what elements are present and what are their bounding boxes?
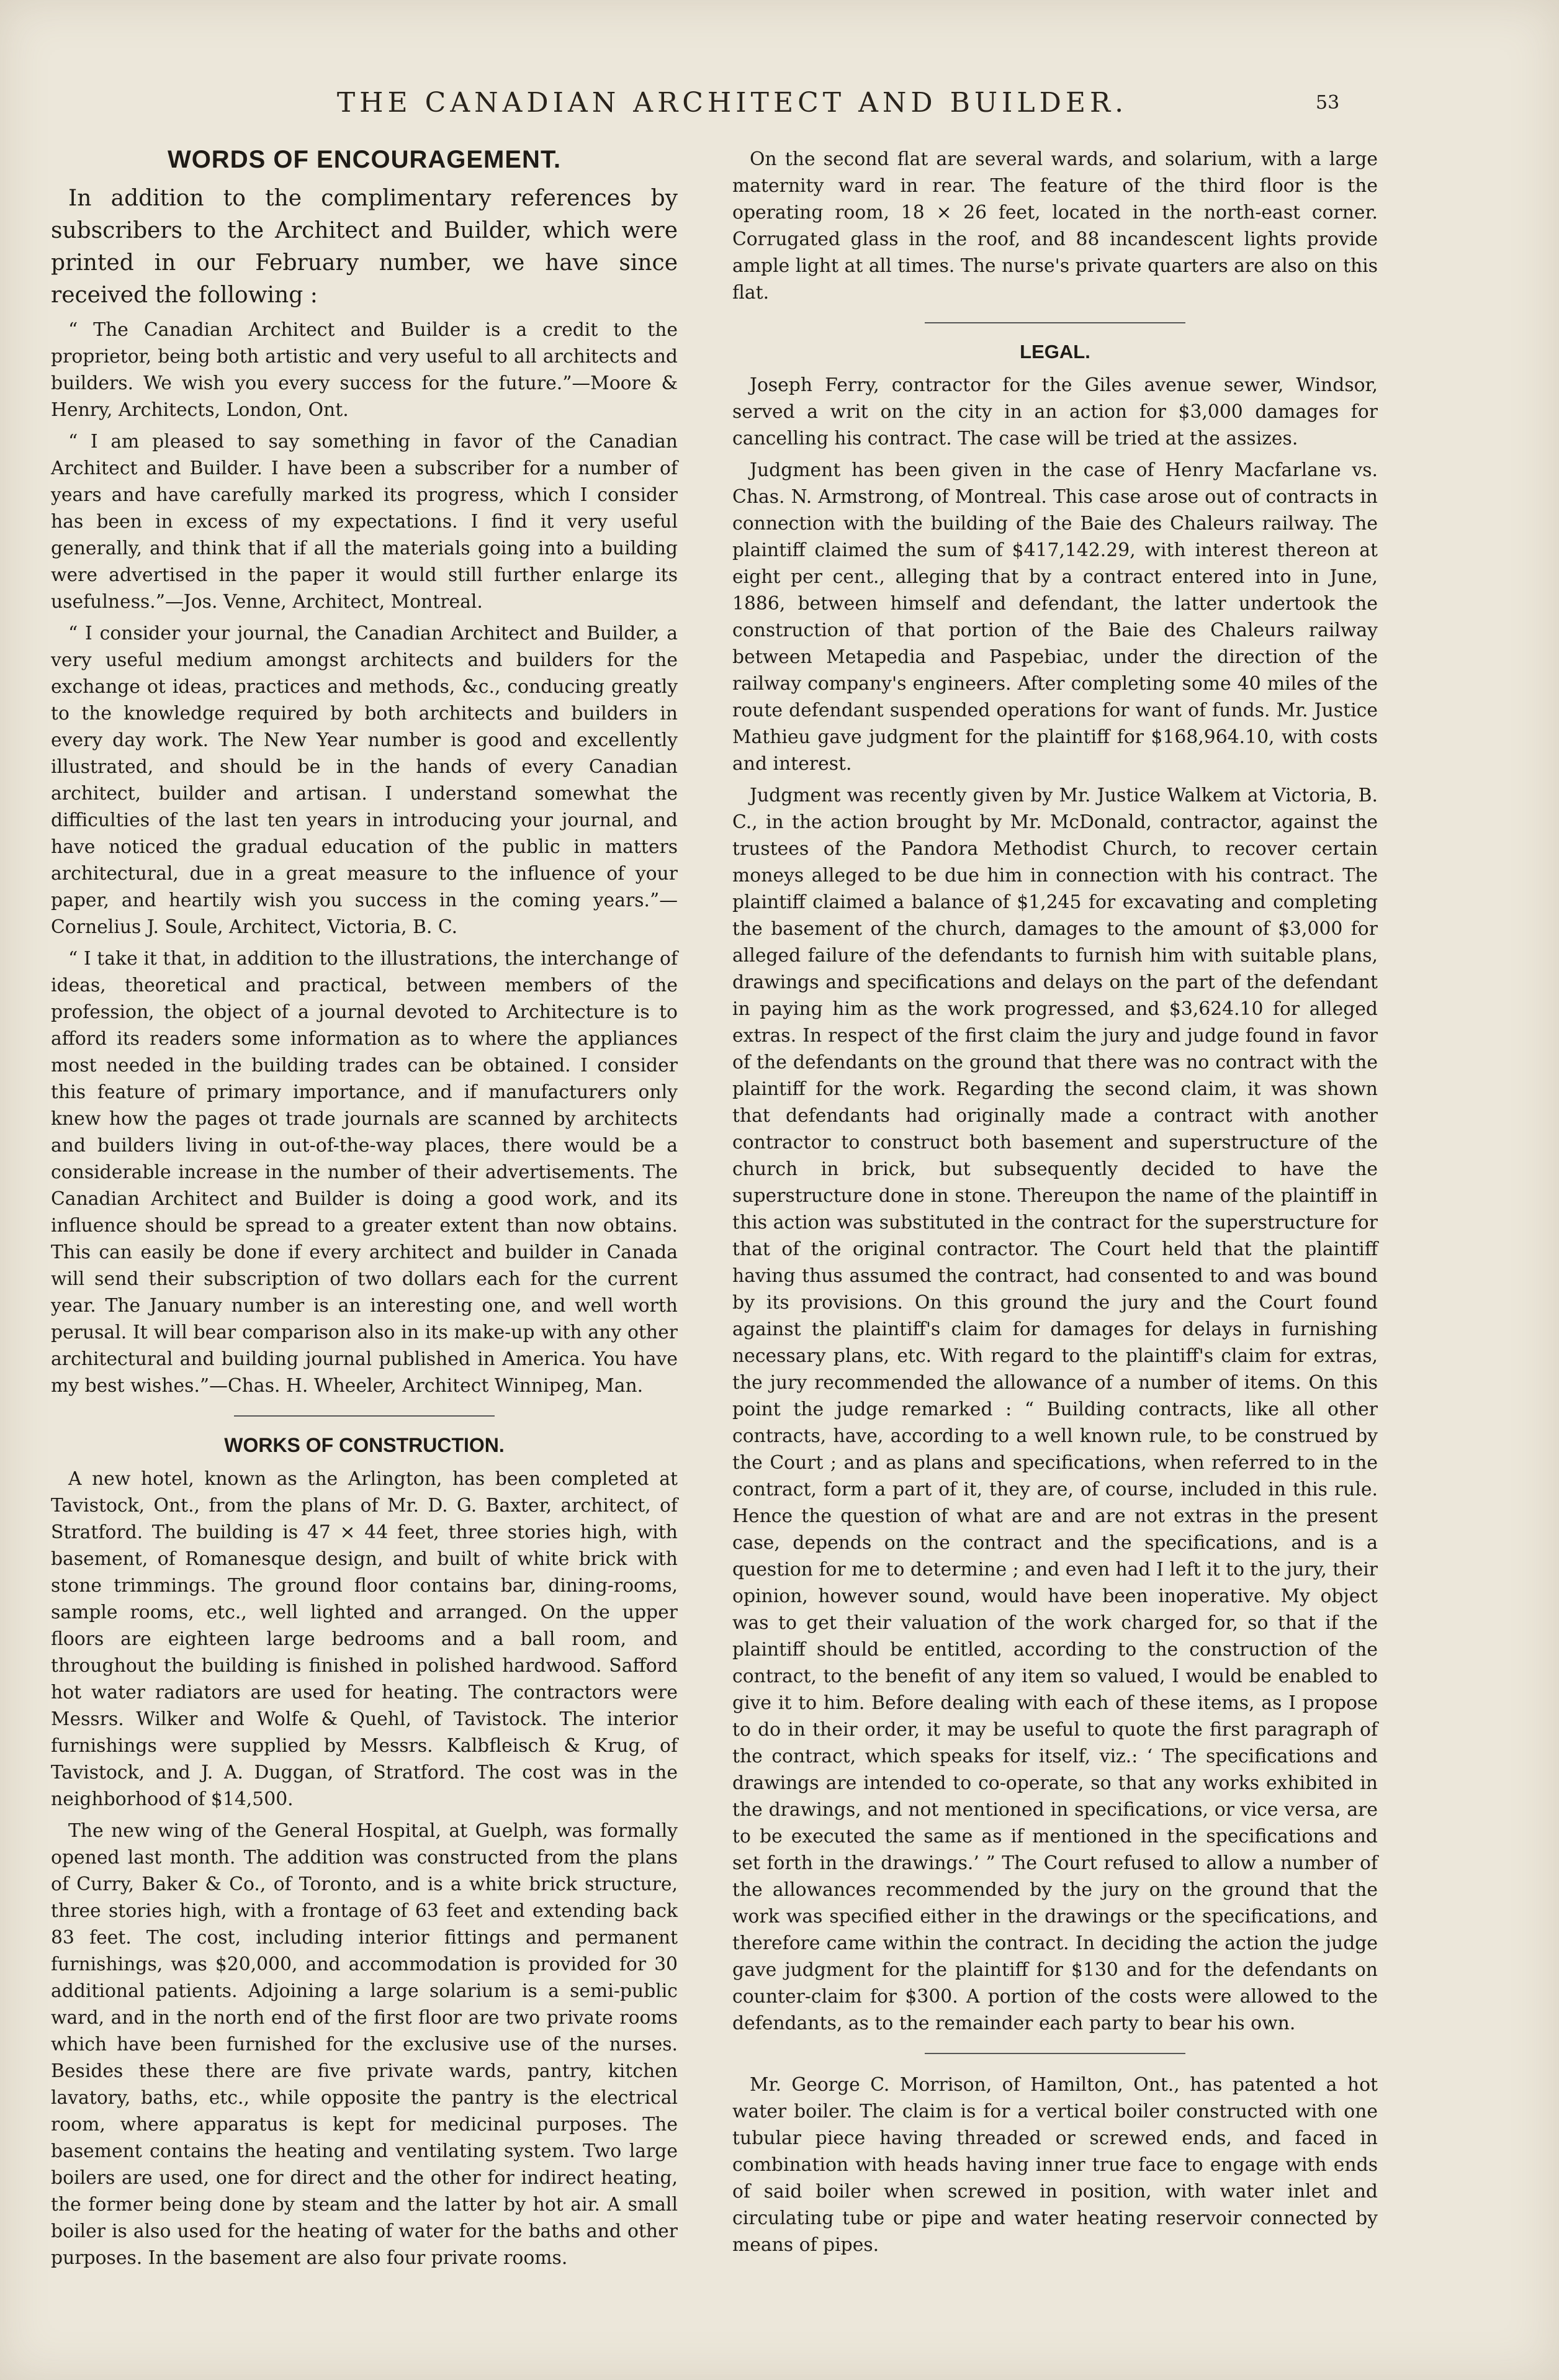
encouragement-intro: In addition to the complimentary references by subscribers to the Architect and Builder, which were printed in our February number, we have since received the following :: [51, 186, 678, 308]
construction-paragraph: A new hotel, known as the Arlington, has been completed at Tavistock, Ont., from the plans of Mr. D. G. Baxter, architect, of Stratford. The building is 47 × 44 feet, three stories high, with basement, of Romanesque design, and built of white brick with stone trimmings. The ground floor contains bar, dining-rooms, sample rooms, etc., well lighted and arranged. On the upper floors are eighteen large bedrooms and a ball room, and throughout the building is finished in polished hardwood. Safford hot water radiators are used for heating. The contractors were Messrs. Wilker and Wolfe & Quehl, of Tavistock. The interior furnishings were supplied by Messrs. Kalbfleisch & Krug, of Tavistock, and J. A. Duggan, of Stratford. The cost was in the neighborhood of $14,500.: [51, 1468, 678, 1810]
construction-paragraph: On the second flat are several wards, and solarium, with a large maternity ward in rear. The feature of the third floor is the operating room, 18 × 26 feet, located in the north-east corner. Corrugated glass in the roof, and 88 incandescent lights provide ample light at all times. The nurse's private quarters are also on this flat.: [732, 148, 1378, 304]
patent-paragraph: Mr. George C. Morrison, of Hamilton, Ont., has patented a hot water boiler. The claim is for a vertical boiler constructed with one tubular piece having threaded or screwed ends, and faced in combination with heads having inner true face to engage with ends of said boiler when screwed in position, with water inlet and circulating tube or pipe and water heating reservoir connected by means of pipes.: [732, 2074, 1378, 2256]
running-header: THE CANADIAN ARCHITECT AND BUILDER.: [336, 87, 1128, 119]
right-column: [732, 146, 1378, 2263]
page-number: 53: [1316, 92, 1340, 114]
legal-paragraph: Judgment has been given in the case of Henry Macfarlane vs. Chas. N. Armstrong, of Montreal. This case arose out of contracts in connection with the building of the Baie des Chaleurs railway. The plaintiff claimed the sum of $417,142.29, with interest thereon at eight per cent., alleging that by a contract entered into in June, 1886, between himself and defendant, the latter undertook the construction of that portion of the Baie des Chaleurs railway between Metapedia and Paspebiac, under the direction of the railway company's engineers. After completing some 40 miles of the route defendant suspended operations for want of funds. Mr. Justice Mathieu gave judgment for the plaintiff for $168,964.10, with costs and interest.: [732, 459, 1378, 775]
testimonial: “ The Canadian Architect and Builder is a credit to the proprietor, being both artistic and very useful to all architects and builders. We wish you every success for the future.”—Moore & Henry, Architects, London, Ont.: [51, 319, 678, 421]
construction-paragraph: The new wing of the General Hospital, at Guelph, was formally opened last month. The addition was constructed from the plans of Curry, Baker & Co., of Toronto, and is a white brick structure, three stories high, with a frontage of 63 feet and extending back 83 feet. The cost, including interior fittings and permanent furnishings, was $20,000, and accommodation is provided for 30 additional patients. Adjoining a large solarium is a semi-public ward, and in the north end of the first floor are two private rooms which have been furnished for the exclusive use of the nurses. Besides these there are five private wards, pantry, kitchen lavatory, baths, etc., while opposite the pantry is the electrical room, where apparatus is kept for medicinal purposes. The basement contains the heating and ventilating system. Two large boilers are used, one for direct and the other for indirect heating, the former being done by steam and the latter by hot air. A small boiler is also used for the heating of water for the baths and other purposes. In the basement are also four private rooms.: [51, 1820, 678, 2269]
section-divider: [234, 1415, 495, 1417]
legal-heading: LEGAL.: [1020, 341, 1090, 363]
section-divider: [925, 322, 1185, 323]
legal-paragraph: Joseph Ferry, contractor for the Giles avenue sewer, Windsor, served a writ on the city in an action for $3,000 damages for cancelling his contract. The case will be tried at the assizes.: [732, 374, 1378, 449]
testimonial: “ I am pleased to say something in favor of the Canadian Architect and Builder. I have been a subscriber for a number of years and have carefully marked its progress, which I consider has been in excess of my expectations. I find it very useful generally, and think that if all the materials going into a building were advertised in the paper it would still further enlarge its usefulness.”—Jos. Venne, Architect, Montreal.: [51, 431, 678, 613]
encouragement-heading: WORDS OF ENCOURAGEMENT.: [167, 146, 562, 173]
testimonial: “ I take it that, in addition to the illustrations, the interchange of ideas, theoretical and practical, between members of the profession, the object of a journal devoted to Architecture is to afford its readers some information as to where the appliances most needed in the building trades can be obtained. I consider this feature of primary importance, and if manufacturers only knew how the pages ot trade journals are scanned by architects and builders living in out-of-the-way places, there would be a considerable increase in the number of their advertisements. The Canadian Architect and Builder is doing a good work, and its influence should be spread to a greater extent than now obtains. This can easily be done if every architect and builder in Canada will send their subscription of two dollars each for the current year. The January number is an interesting one, and well worth perusal. It will bear comparison also in its make-up with any other architectural and building journal published in America. You have my best wishes.”—Chas. H. Wheeler, Architect Winnipeg, Man.: [51, 948, 678, 1397]
construction-heading: WORKS OF CONSTRUCTION.: [224, 1434, 505, 1456]
left-column: [51, 146, 678, 2276]
legal-paragraph: Judgment was recently given by Mr. Justice Walkem at Victoria, B. C., in the action brought by Mr. McDonald, contractor, against the trustees of the Pandora Methodist Church, to recover certain moneys alleged to be due him in connection with his contract. The plaintiff claimed a balance of $1,245 for excavating and completing the basement of the church, damages to the amount of $3,000 for alleged failure of the defendants to furnish him with suitable plans, drawings and specifications and delays on the part of the defendant in paying him as the work progressed, and $3,624.10 for alleged extras. In respect of the first claim the jury and judge found in favor of the defendants on the ground that there was no contract with the plaintiff for the work. Regarding the second claim, it was shown that defendants had originally made a contract with another contractor to construct both basement and superstructure of the church in brick, but subsequently decided to have the superstructure done in stone. Thereupon the name of the plaintiff in this action was substituted in the contract for the superstructure for that of the original contractor. The Court held that the plaintiff having thus assumed the contract, had consented to and was bound by its provisions. On this ground the jury and the Court found against the plaintiff's claim for damages for delays in furnishing necessary plans, etc. With regard to the plaintiff's claim for extras, the jury recommended the allowance of a number of items. On this point the judge remarked : “ Building contracts, like all other contracts, have, according to a well known rule, to be construed by the Court ; and as plans and specifications, when referred to in the contract, form a part of it, they are, of course, included in this rule. Hence the question of what are and are not extras in the present case, depends on the contract and the specifications, and is a question for me to determine ; and even had I left it to the jury, their opinion, however sound, would have been inoperative. My object was to get their valuation of the work charged for, so that if the plaintiff should be entitled, according to the construction of the contract, to the benefit of any item so valued, I would be enabled to give it to him. Before dealing with each of these items, as I propose to do in their order, it may be useful to quote the first paragraph of the contract, which speaks for itself, viz.: ‘ The specifications and drawings are intended to co-operate, so that any works exhibited in the drawings, and not mentioned in specifications, or vice versa, are to be executed the same as if mentioned in the specifications and set forth in the drawings.’ ” The Court refused to allow a number of the allowances recommended by the jury on the ground that the work was specified either in the drawings or the specifications, and therefore came within the contract. In deciding the action the judge gave judgment for the plaintiff for $130 and for the defendants on counter-claim for $300. A portion of the costs were allowed to the defendants, as to the remainder each party to bear his own.: [732, 785, 1378, 2034]
section-divider: [925, 2053, 1185, 2054]
testimonial: “ I consider your journal, the Canadian Architect and Builder, a very useful medium amongst architects and builders for the exchange ot ideas, practices and methods, &c., conducing greatly to the knowledge required by both architects and builders in every day work. The New Year number is good and excellently illustrated, and should be in the hands of every Canadian architect, builder and artisan. I understand somewhat the difficulties of the last ten years in introducing your journal, and have noticed the gradual education of the public in matters architectural, due in a great measure to the influence of your paper, and heartily wish you success in the coming years.”—Cornelius J. Soule, Architect, Victoria, B. C.: [51, 623, 678, 938]
